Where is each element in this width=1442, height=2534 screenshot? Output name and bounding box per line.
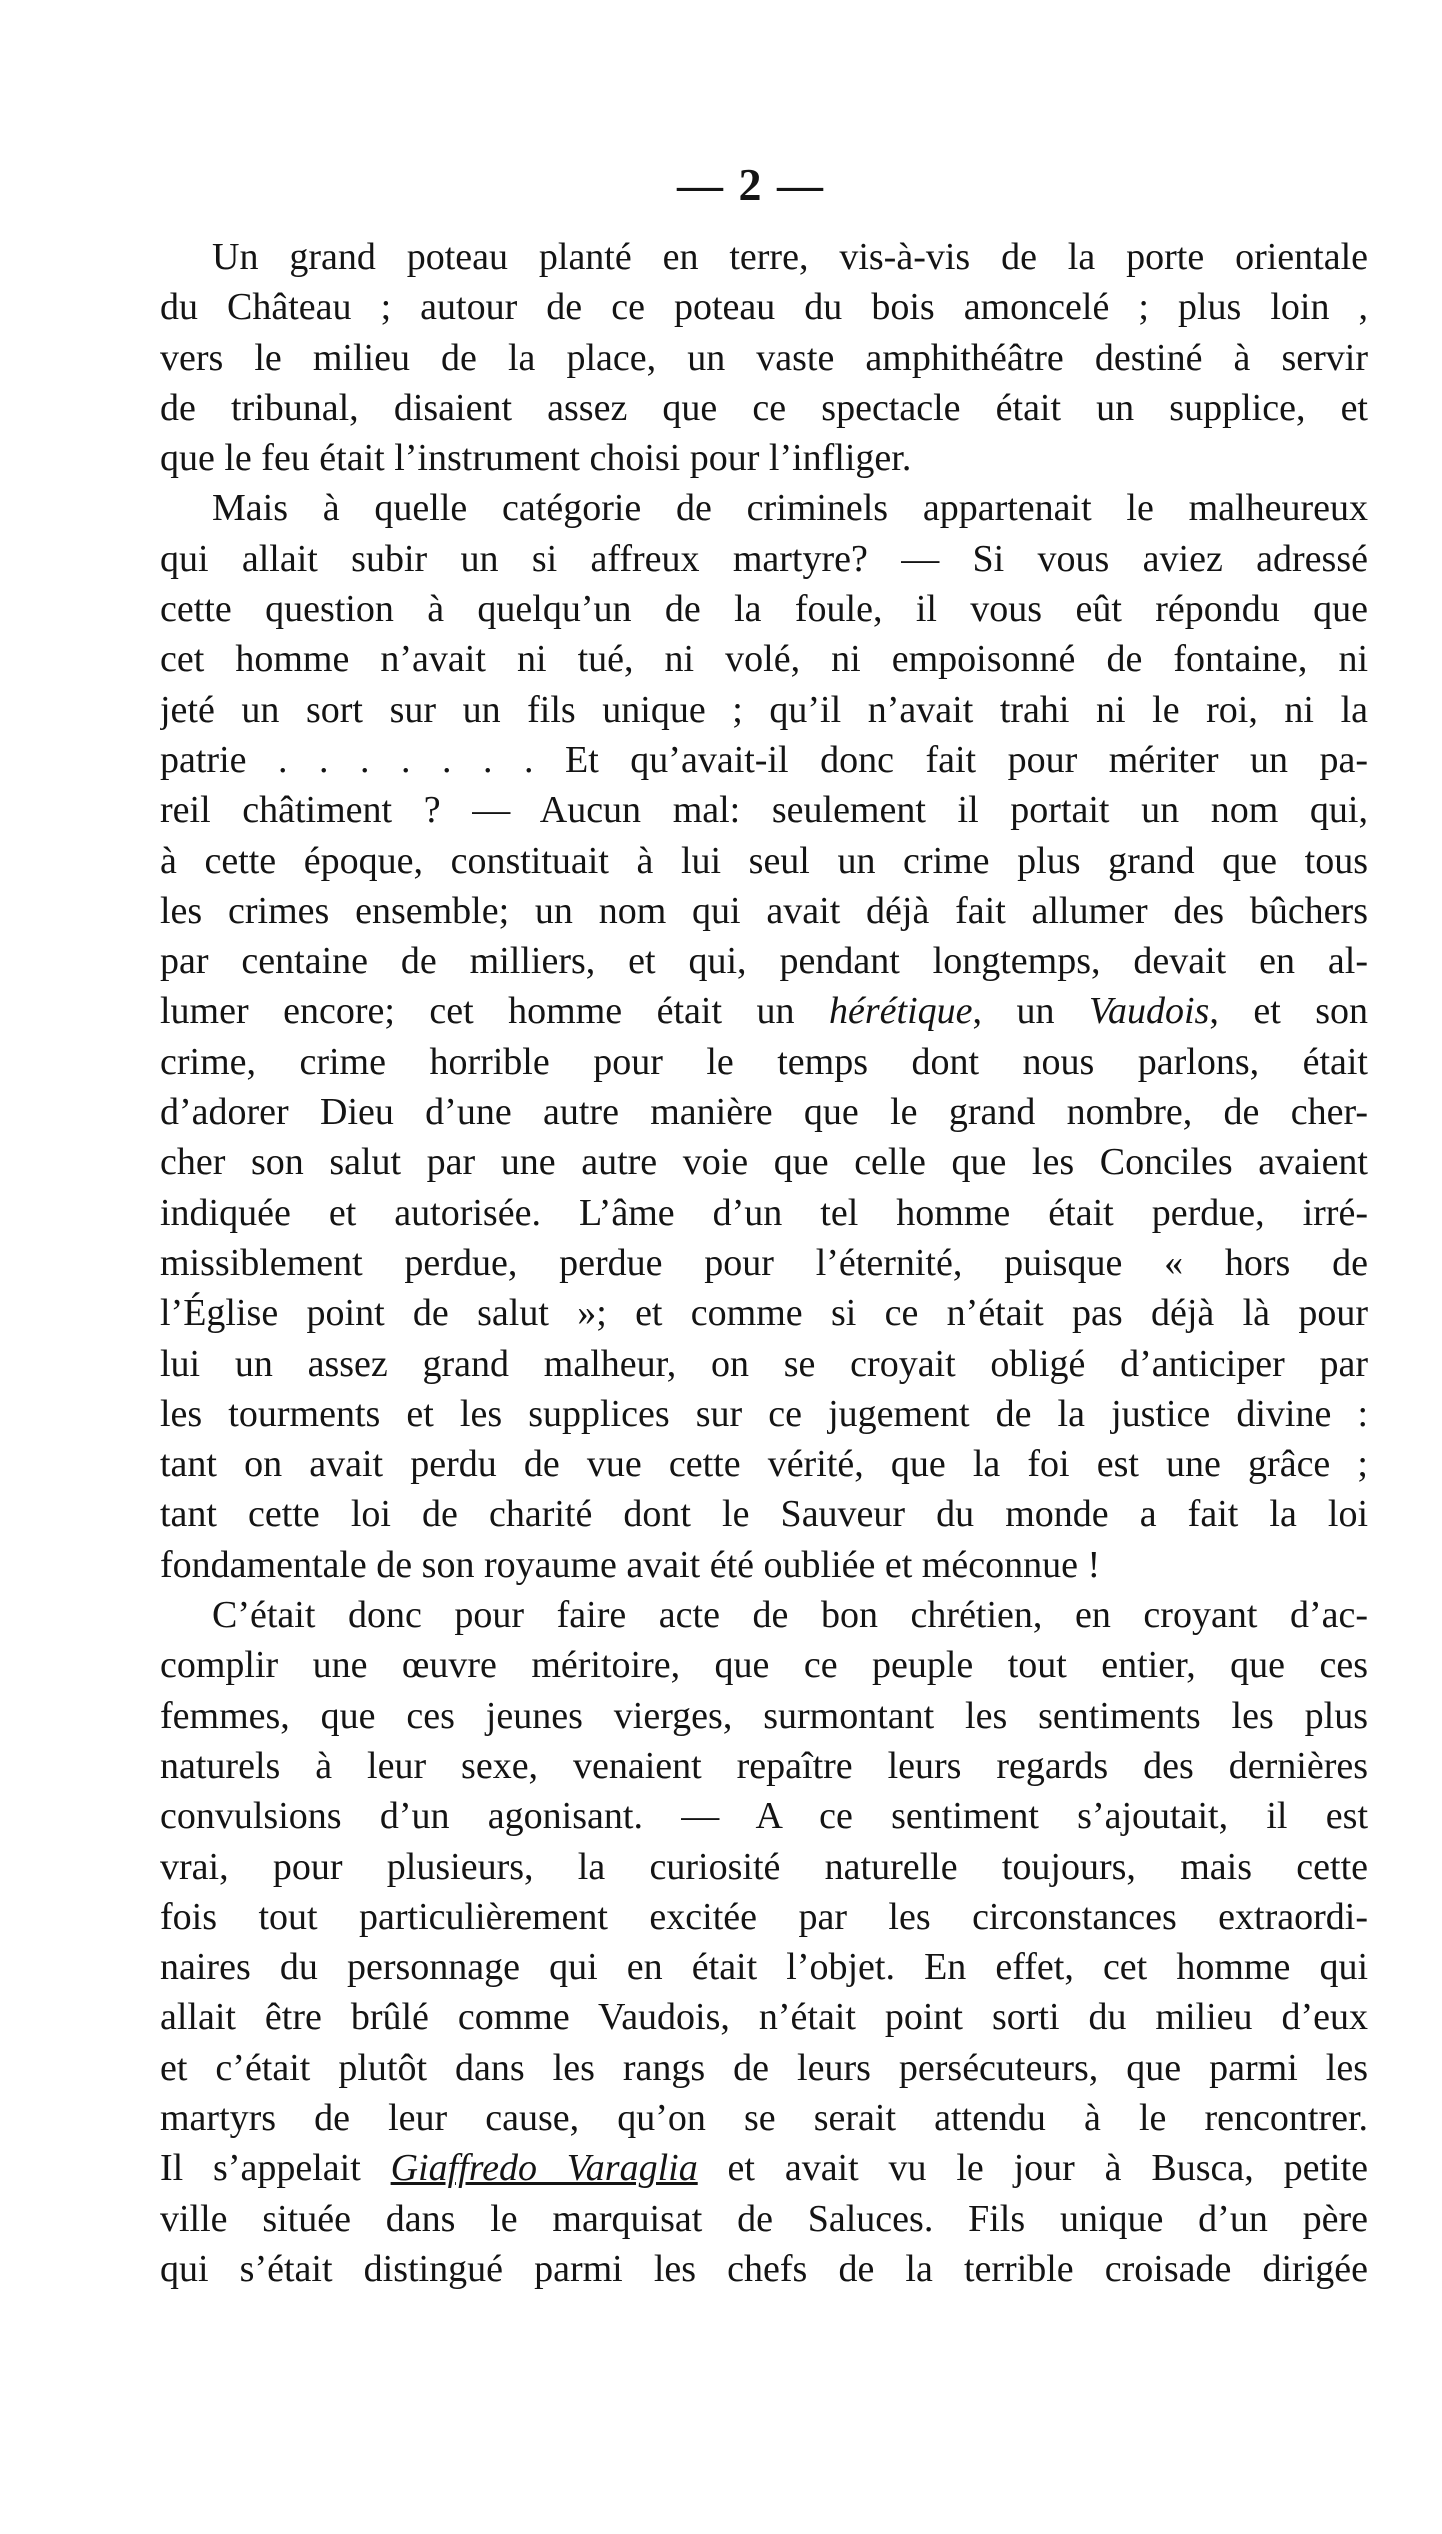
body-text [160, 232, 1368, 2294]
text-line: que le feu était l’instrument choisi pour l’infliger. [160, 437, 912, 480]
text-line: qui allait subir un si affreux martyre? — Si vous aviez adressé [160, 537, 1368, 580]
text-line: crime, crime horrible pour le temps dont nous parlons, était [160, 1040, 1368, 1083]
text-line: les tourments et les supplices sur ce jugement de la justice divine : [160, 1392, 1368, 1435]
italic-term: hérétique [829, 990, 973, 1033]
text-line: naturels à leur sexe, venaient repaître leurs regards des dernières [160, 1744, 1368, 1787]
text-line: ville située dans le marquisat de Saluces. Fils unique d’un père [160, 2197, 1368, 2240]
text-line: femmes, que ces jeunes vierges, surmontant les sentiments les plus [160, 1694, 1368, 1737]
text-line: patrie . . . . . . . Et qu’avait-il donc fait pour mériter un pa- [160, 738, 1368, 781]
text-line: d’adorer Dieu d’une autre manière que le grand nombre, de cher- [160, 1091, 1368, 1134]
text-line: fondamentale de son royaume avait été oubliée et méconnue ! [160, 1543, 1101, 1586]
text-line: les crimes ensemble; un nom qui avait déjà fait allumer des bûchers [160, 889, 1368, 932]
text-line: missiblement perdue, perdue pour l’éternité, puisque « hors de [160, 1241, 1368, 1284]
text-line: tant on avait perdu de vue cette vérité, que la foi est une grâce ; [160, 1443, 1368, 1486]
text-line: cher son salut par une autre voie que celle que les Conciles avaient [160, 1141, 1368, 1184]
text-line: indiquée et autorisée. L’âme d’un tel homme était perdue, irré- [160, 1191, 1368, 1234]
text-line: l’Église point de salut »; et comme si ce n’était pas déjà là pour [160, 1292, 1368, 1335]
person-name: Giaffredo Varaglia [390, 2147, 698, 2190]
text-line: tant cette loi de charité dont le Sauveur du monde a fait la loi [160, 1493, 1368, 1536]
text-line: à cette époque, constituait à lui seul un crime plus grand que tous [160, 839, 1368, 882]
text-line: lui un assez grand malheur, on se croyait obligé d’anticiper par [160, 1342, 1368, 1385]
text-line: reil châtiment ? — Aucun mal: seulement il portait un nom qui, [160, 789, 1368, 832]
text-line: lumer encore; cet homme était un hérétique, un Vaudois, et son [160, 990, 1368, 1033]
text-line: Il s’appelait Giaffredo Varaglia et avait vu le jour à Busca, petite [160, 2147, 1368, 2190]
text-line: vers le milieu de la place, un vaste amphithéâtre destiné à servir [160, 336, 1368, 379]
text-line: vrai, pour plusieurs, la curiosité naturelle toujours, mais cette [160, 1845, 1368, 1888]
italic-term: Vaudois [1088, 990, 1210, 1033]
text-line: naires du personnage qui en était l’objet. En effet, cet homme qui [160, 1946, 1368, 1989]
page-number: — 2 — [677, 159, 825, 210]
text-line: convulsions d’un agonisant. — A ce sentiment s’ajoutait, il est [160, 1795, 1368, 1838]
text-line: martyrs de leur cause, qu’on se serait attendu à le rencontrer. [160, 2096, 1368, 2139]
text-line: allait être brûlé comme Vaudois, n’était point sorti du milieu d’eux [160, 1996, 1368, 2039]
text-line: qui s’était distingué parmi les chefs de la terrible croisade dirigée [160, 2247, 1368, 2290]
text-line: Mais à quelle catégorie de criminels appartenait le malheureux [212, 487, 1368, 530]
text-line: par centaine de milliers, et qui, pendant longtemps, devait en al- [160, 940, 1368, 983]
text-line: du Château ; autour de ce poteau du bois amoncelé ; plus loin , [160, 286, 1368, 329]
text-line: et c’était plutôt dans les rangs de leurs persécuteurs, que parmi les [160, 2046, 1368, 2089]
text-line: C’était donc pour faire acte de bon chrétien, en croyant d’ac- [212, 1594, 1368, 1637]
text-line: cet homme n’avait ni tué, ni volé, ni empoisonné de fontaine, ni [160, 638, 1368, 681]
text-line: jeté un sort sur un fils unique ; qu’il n’avait trahi ni le roi, ni la [160, 688, 1368, 731]
text-line: complir une œuvre méritoire, que ce peuple tout entier, que ces [160, 1644, 1368, 1687]
text-line: fois tout particulièrement excitée par les circonstances extraordi- [160, 1895, 1368, 1938]
text-line: de tribunal, disaient assez que ce spectacle était un supplice, et [160, 386, 1368, 429]
text-line: Un grand poteau planté en terre, vis-à-vis de la porte orientale [212, 236, 1368, 278]
text-line: cette question à quelqu’un de la foule, il vous eût répondu que [160, 588, 1368, 631]
